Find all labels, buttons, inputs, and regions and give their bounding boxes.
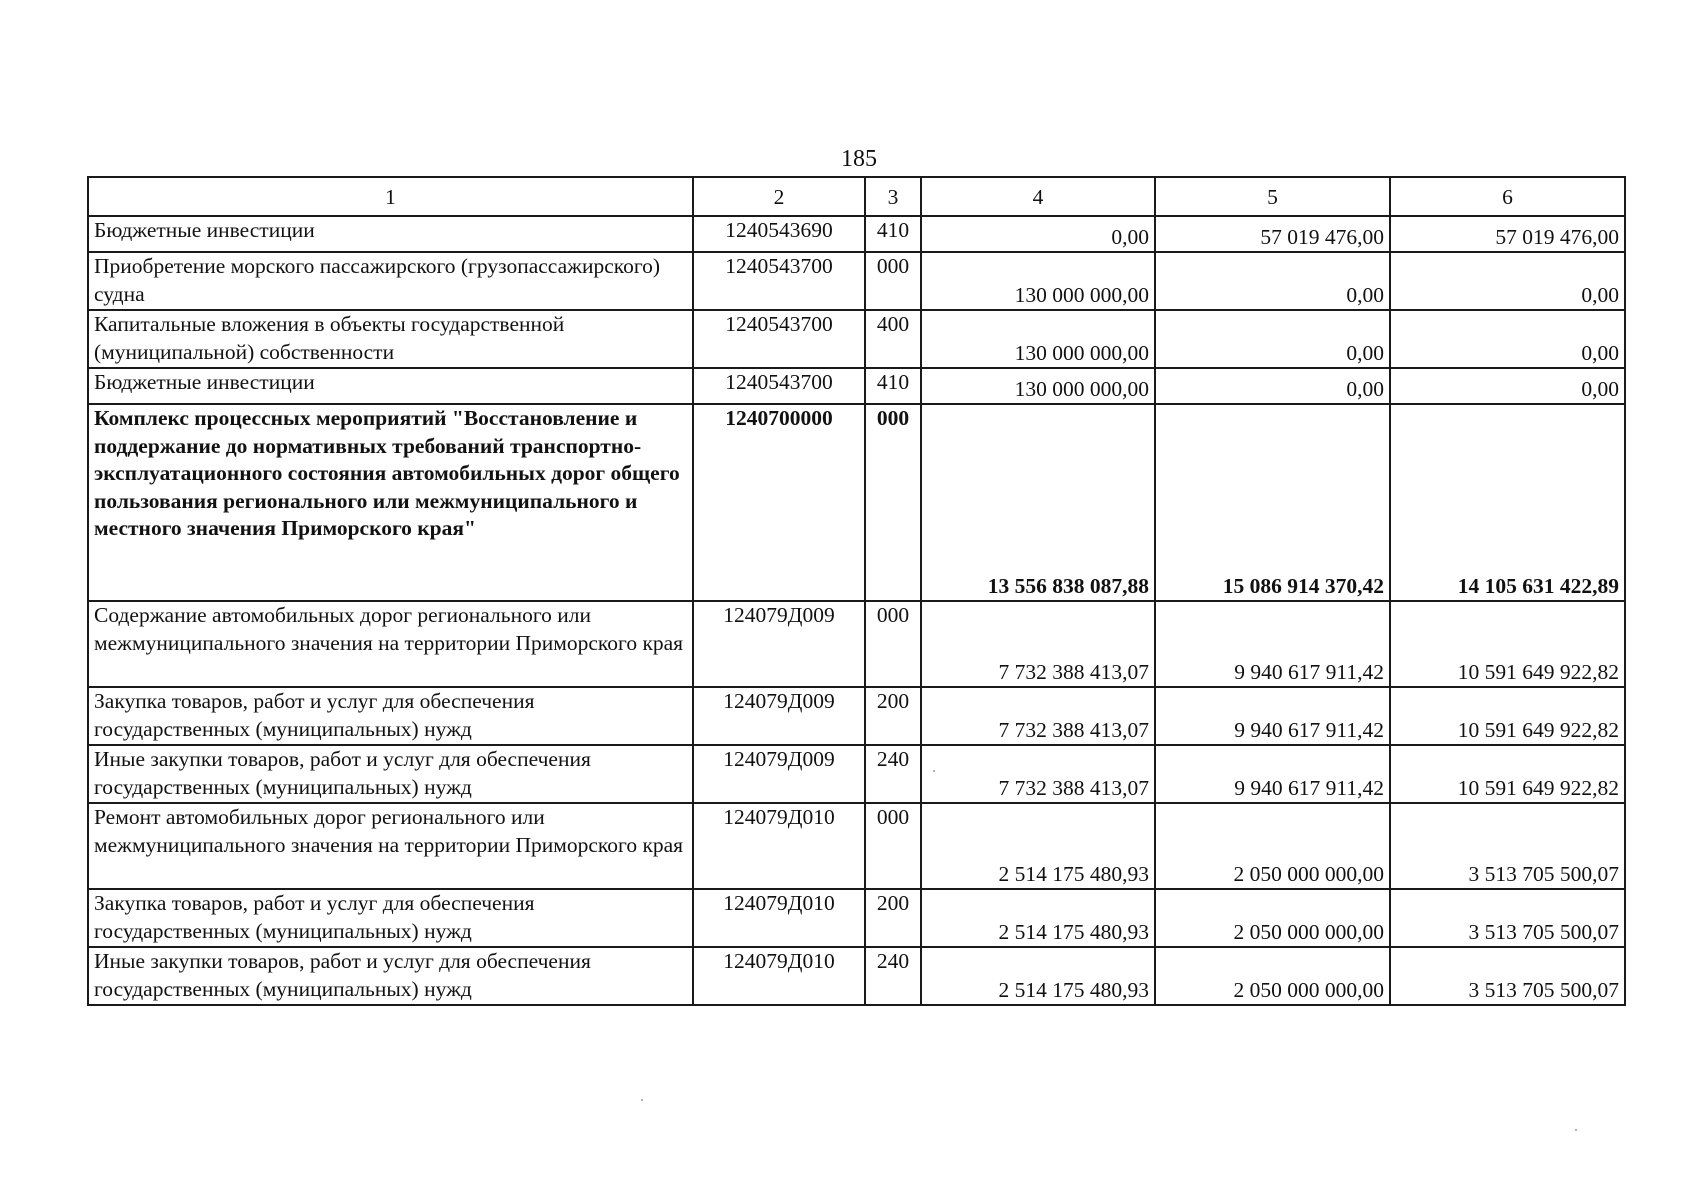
row-amount-col5: 2 050 000 000,00 — [1155, 803, 1390, 889]
row-name: Капитальные вложения в объекты государственной (муниципальной) собственности — [88, 310, 693, 368]
row-code: 124079Д009 — [693, 601, 865, 687]
column-header: 6 — [1390, 177, 1625, 216]
row-amount-col4: 2 514 175 480,93 — [921, 803, 1155, 889]
row-name: Бюджетные инвестиции — [88, 368, 693, 404]
column-header: 3 — [865, 177, 921, 216]
table-row — [88, 745, 1625, 803]
row-name: Приобретение морского пассажирского (грузопассажирского) судна — [88, 252, 693, 310]
row-amount-col6: 0,00 — [1390, 310, 1625, 368]
row-amount-col4: 130 000 000,00 — [921, 310, 1155, 368]
row-amount-col6: 3 513 705 500,07 — [1390, 889, 1625, 947]
table-row — [88, 404, 1625, 601]
row-amount-col6: 10 591 649 922,82 — [1390, 745, 1625, 803]
row-type: 240 — [865, 745, 921, 803]
row-amount-col5: 0,00 — [1155, 252, 1390, 310]
page-number: 185 — [841, 146, 877, 172]
column-header: 1 — [88, 177, 693, 216]
row-type: 200 — [865, 889, 921, 947]
row-type: 240 — [865, 947, 921, 1005]
row-amount-col5: 9 940 617 911,42 — [1155, 601, 1390, 687]
scan-speck — [641, 1099, 643, 1101]
row-type: 400 — [865, 310, 921, 368]
row-code: 124079Д010 — [693, 889, 865, 947]
row-code: 1240543700 — [693, 368, 865, 404]
table-row — [88, 216, 1625, 252]
table-row — [88, 252, 1625, 310]
row-name: Иные закупки товаров, работ и услуг для обеспечения государственных (муниципальных) нужд — [88, 745, 693, 803]
row-code: 1240543700 — [693, 310, 865, 368]
column-header: 5 — [1155, 177, 1390, 216]
row-name: Комплекс процессных мероприятий "Восстановление и поддержание до нормативных требований транспортно-эксплуатационного состояния автомобильных дорог общего пользования регионального или межмуниципального и местного значения Приморского края" — [88, 404, 693, 601]
row-code: 1240700000 — [693, 404, 865, 601]
row-amount-col6: 0,00 — [1390, 252, 1625, 310]
row-name: Ремонт автомобильных дорог регионального или межмуниципального значения на территории Приморского края — [88, 803, 693, 889]
row-type: 000 — [865, 601, 921, 687]
table-row — [88, 368, 1625, 404]
column-header: 4 — [921, 177, 1155, 216]
row-type: 200 — [865, 687, 921, 745]
row-name: Закупка товаров, работ и услуг для обеспечения государственных (муниципальных) нужд — [88, 889, 693, 947]
row-amount-col5: 2 050 000 000,00 — [1155, 947, 1390, 1005]
row-name: Закупка товаров, работ и услуг для обеспечения государственных (муниципальных) нужд — [88, 687, 693, 745]
row-name: Иные закупки товаров, работ и услуг для обеспечения государственных (муниципальных) нужд — [88, 947, 693, 1005]
row-amount-col4: 7 732 388 413,07 — [921, 687, 1155, 745]
row-type: 410 — [865, 368, 921, 404]
row-code: 1240543700 — [693, 252, 865, 310]
row-amount-col5: 15 086 914 370,42 — [1155, 404, 1390, 601]
table-row — [88, 687, 1625, 745]
row-amount-col6: 3 513 705 500,07 — [1390, 947, 1625, 1005]
row-amount-col4: 130 000 000,00 — [921, 368, 1155, 404]
row-amount-col6: 3 513 705 500,07 — [1390, 803, 1625, 889]
column-header: 2 — [693, 177, 865, 216]
table-row — [88, 947, 1625, 1005]
row-amount-col6: 0,00 — [1390, 368, 1625, 404]
table-row — [88, 889, 1625, 947]
row-amount-col5: 57 019 476,00 — [1155, 216, 1390, 252]
row-amount-col5: 9 940 617 911,42 — [1155, 687, 1390, 745]
row-amount-col4: 0,00 — [921, 216, 1155, 252]
row-name: Бюджетные инвестиции — [88, 216, 693, 252]
row-type: 000 — [865, 252, 921, 310]
table-header-row — [88, 177, 1625, 216]
row-amount-col4: 2 514 175 480,93 — [921, 947, 1155, 1005]
row-code: 124079Д010 — [693, 947, 865, 1005]
row-amount-col4: 2 514 175 480,93 — [921, 889, 1155, 947]
row-amount-col4: 7 732 388 413,07 — [921, 745, 1155, 803]
scan-speck — [933, 770, 935, 772]
row-code: 124079Д010 — [693, 803, 865, 889]
row-code: 1240543690 — [693, 216, 865, 252]
row-amount-col5: 0,00 — [1155, 310, 1390, 368]
row-type: 410 — [865, 216, 921, 252]
row-amount-col4: 7 732 388 413,07 — [921, 601, 1155, 687]
row-amount-col4: 13 556 838 087,88 — [921, 404, 1155, 601]
table-row — [88, 601, 1625, 687]
row-amount-col6: 10 591 649 922,82 — [1390, 601, 1625, 687]
row-amount-col4: 130 000 000,00 — [921, 252, 1155, 310]
row-amount-col5: 0,00 — [1155, 368, 1390, 404]
row-amount-col6: 57 019 476,00 — [1390, 216, 1625, 252]
budget-table — [87, 176, 1626, 1006]
row-amount-col5: 2 050 000 000,00 — [1155, 889, 1390, 947]
row-type: 000 — [865, 803, 921, 889]
table-row — [88, 310, 1625, 368]
scan-speck — [1575, 1129, 1577, 1131]
row-name: Содержание автомобильных дорог регионального или межмуниципального значения на территории Приморского края — [88, 601, 693, 687]
row-code: 124079Д009 — [693, 745, 865, 803]
row-amount-col6: 10 591 649 922,82 — [1390, 687, 1625, 745]
table-row — [88, 803, 1625, 889]
row-code: 124079Д009 — [693, 687, 865, 745]
row-type: 000 — [865, 404, 921, 601]
row-amount-col5: 9 940 617 911,42 — [1155, 745, 1390, 803]
row-amount-col6: 14 105 631 422,89 — [1390, 404, 1625, 601]
